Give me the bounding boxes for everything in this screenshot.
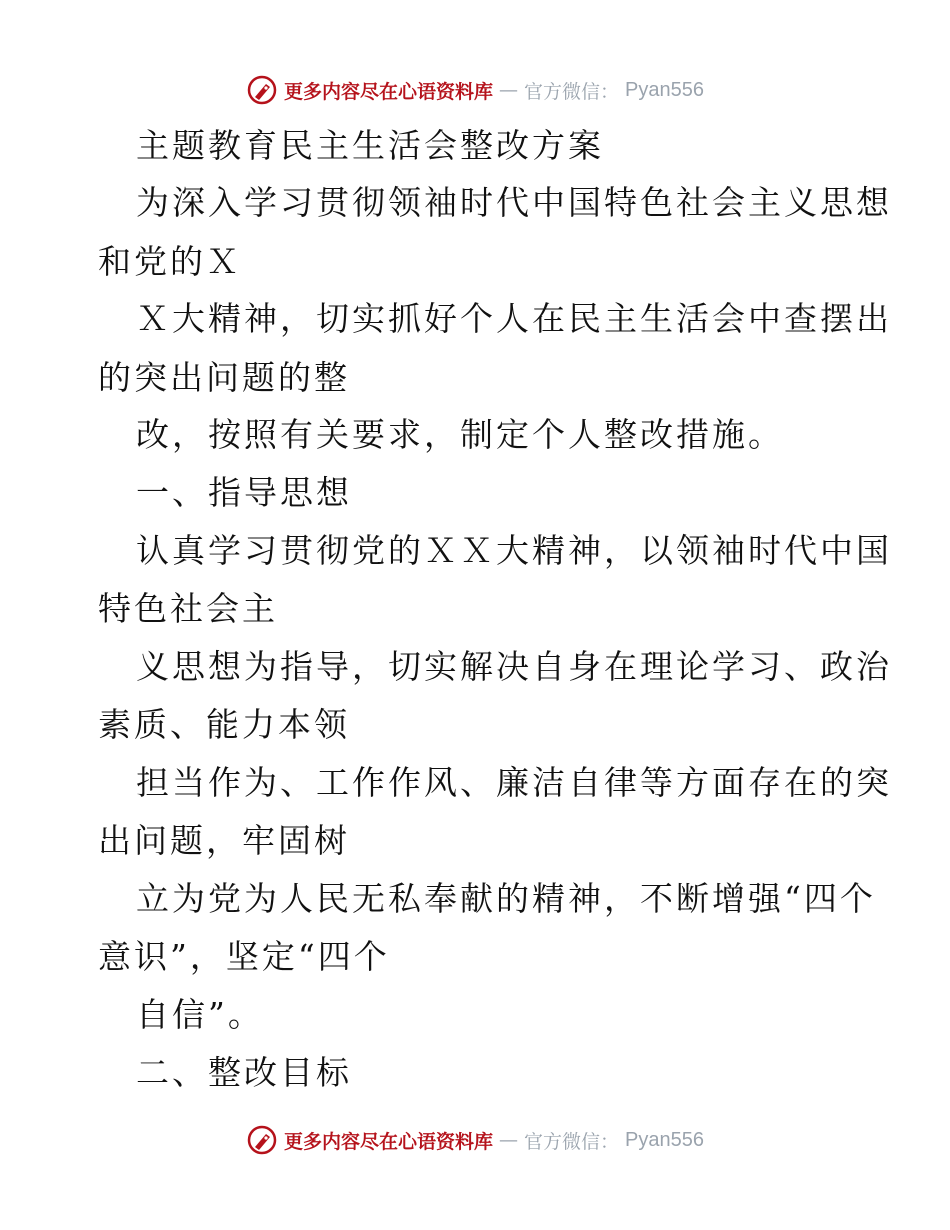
paragraph-line: 义思想为指导，切实解决自身在理论学习、政治 <box>136 647 892 686</box>
header-watermark <box>0 70 950 110</box>
paragraph-line: 为深入学习贯彻领袖时代中国特色社会主义思想 <box>136 183 892 222</box>
watermark-brand-text: 更多内容尽在心语资料库 <box>284 1130 494 1153</box>
watermark-wechat-label: 官方微信： <box>524 1130 620 1153</box>
paragraph-line: 认真学习贯彻党的ＸＸ大精神，以领袖时代中国 <box>136 531 892 570</box>
document-title: 主题教育民主生活会整改方案 <box>136 126 604 165</box>
paragraph-line: 出问题，牢固树 <box>98 821 350 860</box>
paragraph-line: 特色社会主 <box>98 589 278 628</box>
paragraph-line: 立为党为人民无私奉献的精神，不断增强“四个 <box>136 879 876 918</box>
watermark-wechat-label: 官方微信： <box>524 80 620 103</box>
paragraph-line: Ｘ大精神，切实抓好个人在民主生活会中查摆出 <box>136 299 892 338</box>
pen-nib-circle-icon <box>246 74 278 106</box>
paragraph-line: 素质、能力本领 <box>98 705 350 744</box>
paragraph-line: 自信”。 <box>136 995 264 1034</box>
paragraph-line: 的突出问题的整 <box>98 358 350 397</box>
watermark-brand-text: 更多内容尽在心语资料库 <box>284 80 494 103</box>
watermark-wechat-id: Pyan556 <box>625 1128 704 1151</box>
section-heading: 二、整改目标 <box>136 1053 352 1092</box>
paragraph-line: 和党的Ｘ <box>98 242 242 281</box>
watermark-wechat-id: Pyan556 <box>625 78 704 101</box>
paragraph-line: 改，按照有关要求，制定个人整改措施。 <box>136 415 784 454</box>
section-heading: 一、指导思想 <box>136 473 352 512</box>
watermark-separator: — <box>499 1129 519 1151</box>
footer-watermark <box>0 1120 950 1160</box>
paragraph-line: 意识”，坚定“四个 <box>98 937 390 976</box>
watermark-separator: — <box>499 79 519 101</box>
pen-nib-circle-icon <box>246 1124 278 1156</box>
paragraph-line: 担当作为、工作作风、廉洁自律等方面存在的突 <box>136 763 892 802</box>
